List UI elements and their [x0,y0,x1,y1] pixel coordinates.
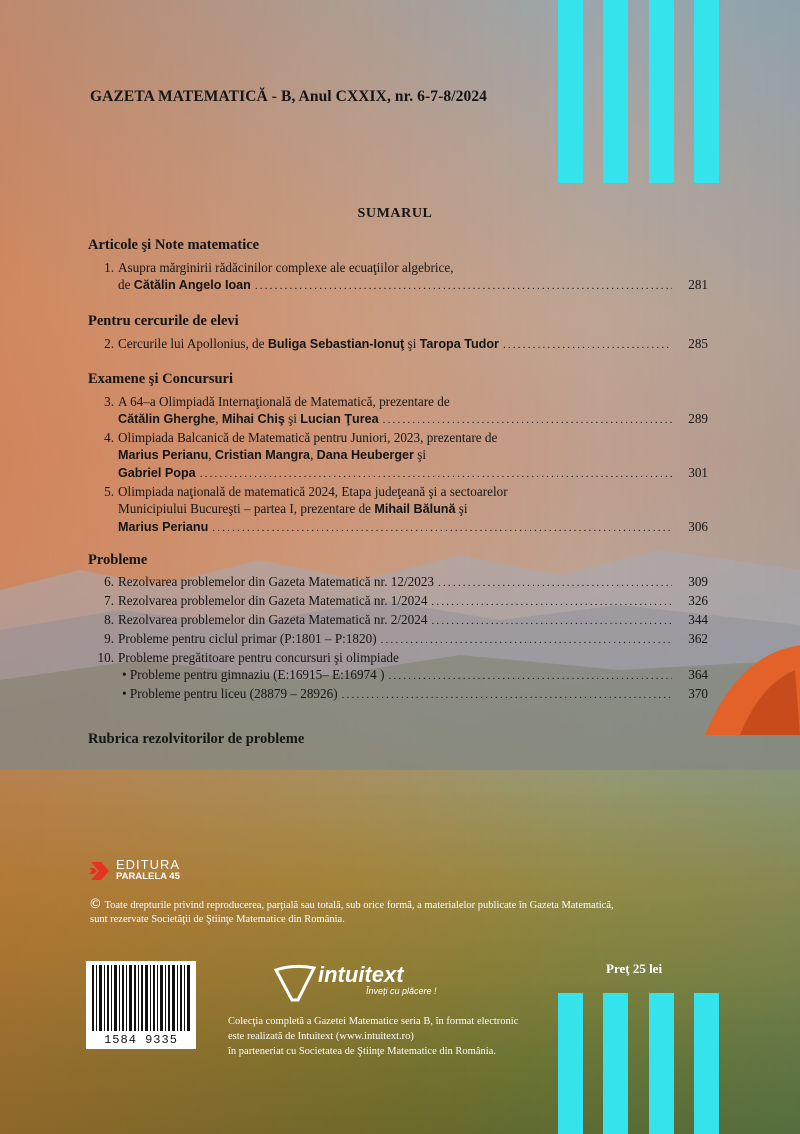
entry-page: 306 [688,519,708,534]
leader-dots [431,613,672,630]
entry-author: Marius Perianu [118,520,209,534]
leader-dots [431,594,672,611]
toc-entry-1[interactable] [88,259,708,295]
barcode-number: 1584 9335 [104,1033,178,1047]
section-title-solvers: Rubrica rezolvitorilor de probleme [88,731,305,747]
entry-number: 7. [104,593,114,608]
toc-entry-4[interactable] [88,429,708,483]
toc-entry-8[interactable] [88,611,708,630]
toc-subentry-gymnasium[interactable] [118,666,708,685]
section-title-student-circles: Pentru cercurile de elevi [88,313,239,329]
leader-dots [381,632,672,649]
entry-author: Buliga Sebastian-Ionuţ [267,337,405,351]
leader-dots [388,668,672,685]
entry-title: Rezolvarea problemelor din Gazeta Matematică nr. 2/2024 [118,612,428,627]
toc-entry-9[interactable] [88,630,708,649]
toc-entry-3[interactable] [88,393,708,429]
entry-page: 309 [688,574,708,589]
leader-dots [383,412,672,429]
entry-page: 364 [688,667,708,682]
entry-page: 370 [688,686,708,701]
section-title-problems: Probleme [88,552,148,568]
entry-author: Cristian Mangra [214,448,311,462]
table-of-contents [88,234,708,750]
toc-entry-2[interactable] [88,335,708,354]
toc-subentry-highschool[interactable] [118,685,708,704]
leader-dots [212,520,672,537]
intuitext-line-3: în parteneriat cu Societatea de Ştiinţe Matematice din România. [228,1046,496,1057]
entry-number: 8. [104,612,114,627]
entry-separator: , [310,447,317,462]
subentry-title: Probleme pentru gimnaziu (E:16915– E:16974 ) [129,667,385,682]
entry-number: 10. [97,650,114,665]
leader-dots [200,466,672,483]
entry-title: Olimpiada Balcanică de Matematică pentru Juniori, 2023, prezentare de [118,430,498,445]
leader-dots [342,687,672,704]
intuitext-line-1: Colecţia completă a Gazetei Matematice seria B, în format electronic [228,1016,519,1027]
entry-number: 5. [104,484,114,499]
entry-page: 344 [688,612,708,627]
entry-author: Gabriel Popa [118,466,196,480]
copyright-line-2: sunt rezervate Societăţii de Ştiinţe Matematice din România. [90,914,345,925]
entry-page: 362 [688,631,708,646]
entry-title: Rezolvarea problemelor din Gazeta Matematică nr. 12/2023 [118,574,435,589]
entry-page: 289 [688,411,708,426]
entry-number: 3. [104,394,114,409]
leader-dots [503,337,672,354]
publisher-chevron-icon [89,858,113,884]
section-title-articles: Articole şi Note matematice [88,237,260,253]
entry-author: Cătălin Gherghe [118,412,216,426]
bullet-icon: • [122,667,127,682]
publisher-logo [89,858,180,884]
entry-author: Lucian Ţurea [300,412,379,426]
barcode-bars [90,965,192,1031]
entry-title-cont: Municipiului Bucureşti – partea I, prezentare de [118,501,375,516]
entry-number: 2. [104,336,114,351]
leader-dots [438,575,672,592]
entry-number: 1. [104,260,114,275]
entry-conjunction: şi [404,336,420,351]
entry-separator: , [208,447,215,462]
price-label: Preţ 25 lei [606,961,663,976]
entry-author: Mihai Chiş [221,412,285,426]
entry-title: Asupra mărginirii rădăcinilor complexe ale ecuaţiilor algebrice, [118,260,454,275]
entry-title: Cercurile lui Apollonius, de [118,336,268,351]
toc-entry-7[interactable] [88,592,708,611]
entry-number: 4. [104,430,114,445]
toc-entry-5[interactable] [88,483,708,537]
copyright-icon: © [90,897,101,912]
intuitext-logo [274,962,437,996]
entry-title: Probleme pregătitoare pentru concursuri şi olimpiade [118,650,399,665]
tent-image [700,630,800,740]
entry-title: A 64–a Olimpiadă Internaţională de Matematică, prezentare de [118,394,450,409]
bullet-icon: • [122,686,127,701]
entry-author: Cătălin Angelo Ioan [133,278,251,292]
intuitext-line-2: este realizată de Intuitext (www.intuitext.ro) [228,1031,414,1042]
entry-prefix: de [118,277,134,292]
journal-header: GAZETA MATEMATICĂ - B, Anul CXXIX, nr. 6-7-8/2024 [90,88,488,105]
intuitext-brand: intuitext [318,962,404,987]
entry-title: Olimpiada naţională de matematică 2024, Etapa judeţeană şi a sectoarelor [118,484,508,499]
entry-author: Dana Heuberger [316,448,414,462]
toc-entry-6[interactable] [88,573,708,592]
intuitext-swoosh-icon [274,962,334,1002]
entry-number: 9. [104,631,114,646]
entry-page: 285 [688,336,708,351]
publisher-subname: PARALELA 45 [116,871,180,882]
barcode [86,961,196,1049]
publisher-name: EDITURA [116,857,181,872]
leader-dots [255,278,672,295]
entry-author: Mihail Bălună [374,502,456,516]
entry-conjunction: şi [284,411,301,426]
toc-entry-10[interactable] [88,649,708,704]
entry-author: Taropa Tudor [419,337,499,351]
summary-title: SUMARUL [357,206,433,221]
entry-page: 301 [688,465,708,480]
entry-page: 326 [688,593,708,608]
intuitext-tagline: Înveţi cu plăcere ! [366,986,437,996]
intuitext-description [228,1014,528,1059]
copyright-notice [90,898,710,927]
entry-title: Rezolvarea problemelor din Gazeta Matematică nr. 1/2024 [118,593,428,608]
entry-title: Probleme pentru ciclul primar (P:1801 – P:1820) [118,631,377,646]
entry-separator: , [215,411,222,426]
subentry-title: Probleme pentru liceu (28879 – 28926) [129,686,338,701]
section-title-exams: Examene şi Concursuri [88,371,233,387]
entry-number: 6. [104,574,114,589]
entry-page: 281 [688,277,708,292]
entry-author: Marius Perianu [118,448,209,462]
entry-conjunction: şi [413,447,427,462]
entry-conjunction: şi [455,501,468,516]
copyright-line-1: Toate drepturile privind reproducerea, parţială sau totală, sub orice formă, a materialelor publicate în Gazeta Matematică, [104,900,614,911]
